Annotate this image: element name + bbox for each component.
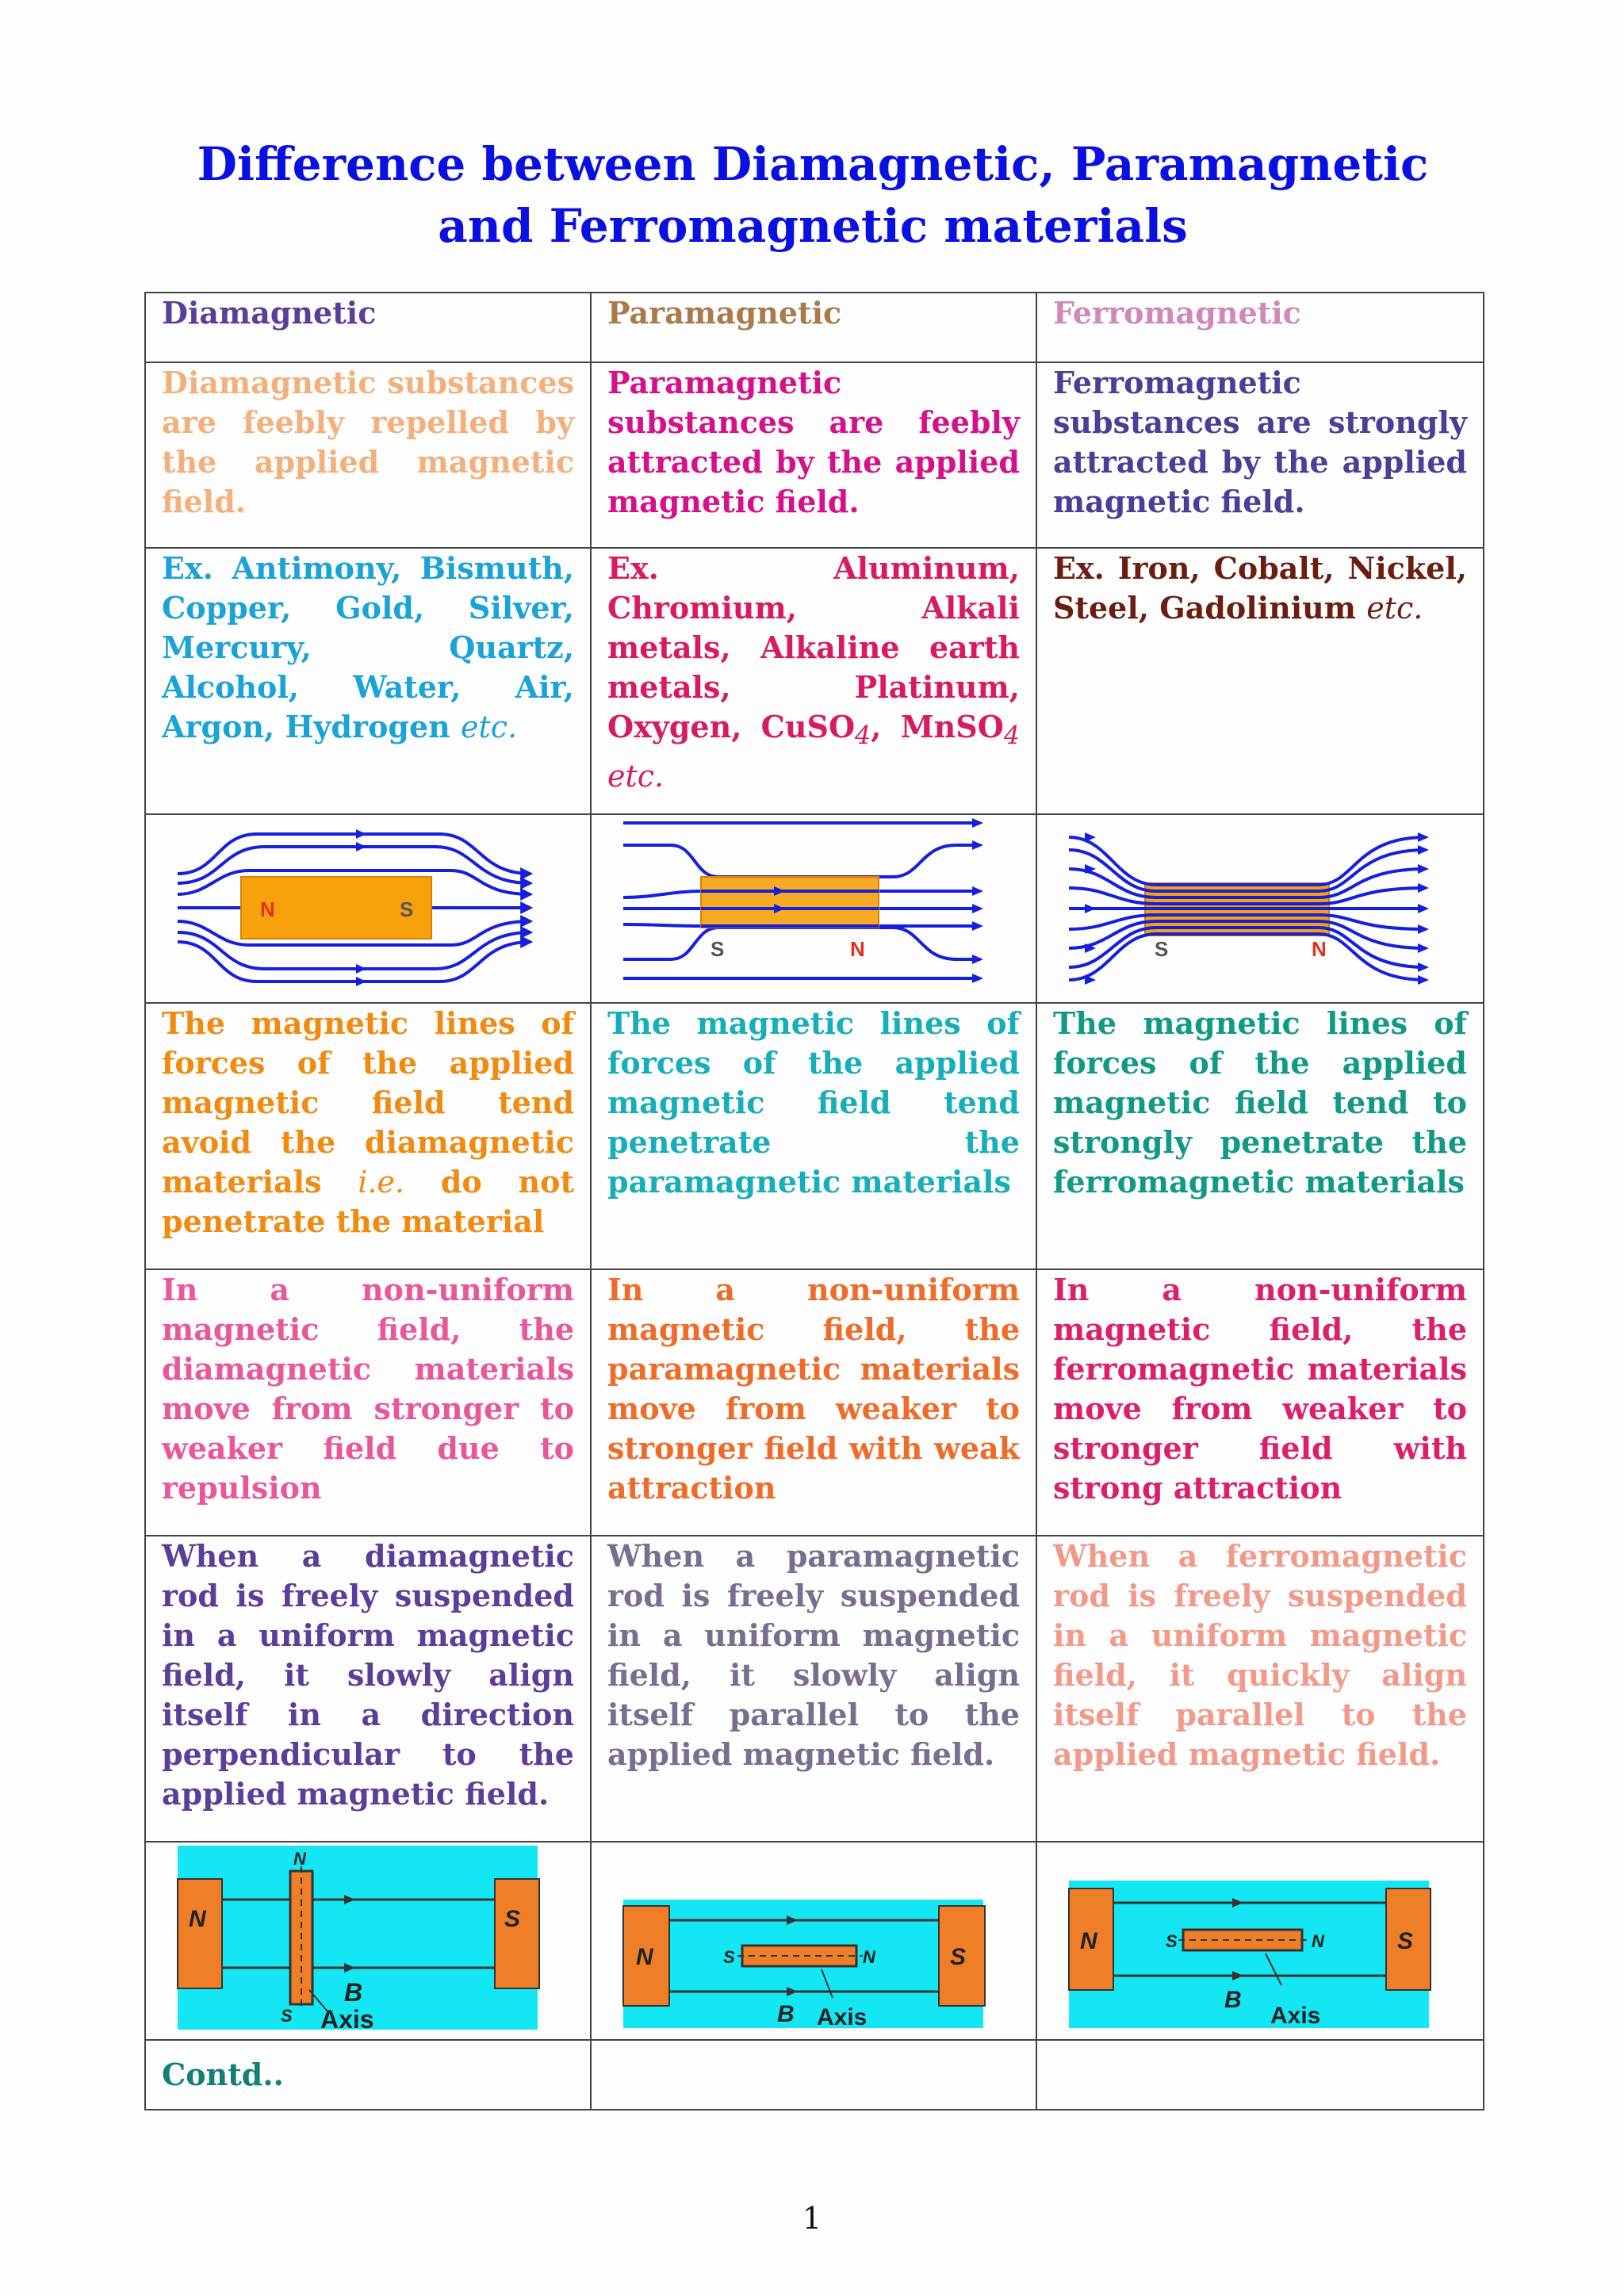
- field-label: B: [777, 2001, 795, 2027]
- magnet-bar-para: [701, 877, 879, 928]
- definition-ferromagnetic: Ferromagnetic substances are strongly attracted by the applied magnetic field.: [1036, 362, 1484, 548]
- axis-label: Axis: [320, 2005, 374, 2034]
- pole-north: N: [1080, 1928, 1097, 1954]
- examples-ferro-text: Ex. Iron, Cobalt, Nickel, Steel, Gadolinium: [1053, 550, 1467, 626]
- header-diamagnetic: Diamagnetic: [145, 293, 591, 362]
- formula-mnso4: MnSO$_4$: [900, 709, 1020, 751]
- suspended-rod-ferromagnetic: When a ferromagnetic rod is freely suspended in a uniform magnetic field, it quickly align itself parallel to the applied magnetic field.: [1036, 1536, 1484, 1842]
- examples-para-etc: etc.: [607, 758, 665, 794]
- rod-diagram-ferro-cell: [1036, 1842, 1484, 2040]
- examples-diamagnetic: [145, 548, 591, 814]
- field-label: B: [344, 1978, 363, 2007]
- comparison-table: [144, 292, 1484, 2110]
- field-lines-paramagnetic: The magnetic lines of forces of the applied magnetic field tend penetrate the paramagnetic materials: [591, 1003, 1036, 1269]
- examples-paramagnetic: Ex. Aluminum, Chromium, Alkali metals, Alkaline earth metals, Platinum, Oxygen, CuSO$_4$, MnSO$_4$ etc.: [591, 548, 1036, 814]
- non-uniform-row: [145, 1269, 1484, 1536]
- south-label: S: [1155, 937, 1169, 961]
- definition-row: [145, 362, 1484, 548]
- suspended-rod-row: [145, 1536, 1484, 1842]
- field-label: B: [1224, 1987, 1242, 2013]
- north-label: N: [850, 937, 865, 961]
- definition-diamagnetic: Diamagnetic substances are feebly repelled by the applied magnetic field.: [145, 362, 591, 548]
- rod-south: S: [723, 1947, 735, 1967]
- field-lines-diamagnetic: [145, 1003, 591, 1269]
- definition-paramagnetic: Paramagnetic substances are feebly attracted by the applied magnetic field.: [591, 362, 1036, 548]
- contd-cell: Contd..: [145, 2040, 591, 2110]
- suspended-rod-diamagnetic: When a diamagnetic rod is freely suspended in a uniform magnetic field, it slowly align itself in a direction perpendicular to the applied magnetic field.: [145, 1536, 591, 1842]
- page-title: Difference between Diamagnetic, Paramagnetic and Ferromagnetic materials: [197, 137, 1429, 253]
- non-uniform-diamagnetic: In a non-uniform magnetic field, the diamagnetic materials move from stronger to weaker field due to repulsion: [145, 1269, 591, 1536]
- field-lines-dia-ie: i.e.: [358, 1165, 405, 1200]
- diamagnetic-field-diagram: [162, 815, 606, 1002]
- field-diagram-row: [145, 814, 1484, 1003]
- rod-diagram-row: [145, 1842, 1484, 2040]
- field-diagram-dia-cell: [145, 814, 591, 1003]
- rod-south: S: [281, 2006, 293, 2026]
- axis-label: Axis: [1270, 2003, 1321, 2029]
- axis-label: Axis: [817, 2004, 868, 2030]
- examples-row: [145, 548, 1484, 814]
- pole-north: N: [189, 1906, 206, 1932]
- pole-south: S: [504, 1906, 521, 1932]
- rod-north: N: [293, 1849, 306, 1869]
- field-lines-dia-part2: do not penetrate the material: [162, 1164, 575, 1239]
- header-row: [145, 293, 1484, 362]
- field-lines-row: [145, 1003, 1484, 1269]
- formula-cuso4: CuSO$_4$: [760, 709, 871, 751]
- pole-south: S: [1397, 1928, 1414, 1954]
- examples-dia-text: Ex. Antimony, Bismuth, Copper, Gold, Silver, Mercury, Quartz, Alcohol, Water, Air, Argon, Hydrogen: [162, 550, 574, 744]
- field-diagram-ferro-cell: [1036, 814, 1484, 1003]
- rod-north: N: [863, 1947, 875, 1967]
- rod-north: N: [1312, 1931, 1324, 1951]
- pole-south: S: [950, 1944, 967, 1970]
- field-diagram-para-cell: [591, 814, 1036, 1003]
- ferromagnetic-field-diagram: [1053, 815, 1497, 1002]
- south-label: S: [710, 937, 725, 961]
- field-lines-dia-part1: The magnetic lines of forces of the applied magnetic field tend avoid the diamagnetic materials: [162, 1005, 574, 1200]
- examples-ferro-etc: etc.: [1366, 591, 1423, 626]
- south-label: S: [400, 897, 414, 921]
- non-uniform-ferromagnetic: In a non-uniform magnetic field, the ferromagnetic materials move from weaker to stronger field with strong attraction: [1036, 1269, 1484, 1536]
- examples-dia-etc: etc.: [461, 710, 518, 744]
- non-uniform-paramagnetic: In a non-uniform magnetic field, the paramagnetic materials move from weaker to stronger field with weak attraction: [591, 1269, 1036, 1536]
- ferromagnetic-rod-diagram: [1053, 1843, 1497, 2039]
- diamagnetic-rod-diagram: [162, 1843, 606, 2039]
- header-paramagnetic: Paramagnetic: [591, 293, 1036, 362]
- examples-ferromagnetic: [1036, 548, 1484, 814]
- rod-diagram-dia-cell: [145, 1842, 591, 2040]
- footer-row: [145, 2040, 1484, 2110]
- empty-cell-3: [1036, 2040, 1484, 2110]
- paramagnetic-field-diagram: [607, 815, 1051, 1002]
- suspended-rod-paramagnetic: When a paramagnetic rod is freely suspended in a uniform magnetic field, it slowly align itself parallel to the applied magnetic field.: [591, 1536, 1036, 1842]
- page-number: 1: [802, 2201, 822, 2236]
- empty-cell-2: [591, 2040, 1036, 2110]
- north-label: N: [260, 897, 275, 921]
- rod-south: S: [1166, 1931, 1178, 1951]
- north-label: N: [1312, 937, 1327, 961]
- examples-para-text: Ex. Aluminum, Chromium, Alkali metals, Alkaline earth metals, Platinum, Oxygen,: [607, 550, 1020, 744]
- pole-north: N: [636, 1944, 653, 1970]
- rod-diagram-para-cell: [591, 1842, 1036, 2040]
- field-lines-ferromagnetic: The magnetic lines of forces of the applied magnetic field tend to strongly penetrate the ferromagnetic materials: [1036, 1003, 1484, 1269]
- header-ferromagnetic: Ferromagnetic: [1036, 293, 1484, 362]
- paramagnetic-rod-diagram: [607, 1843, 1051, 2039]
